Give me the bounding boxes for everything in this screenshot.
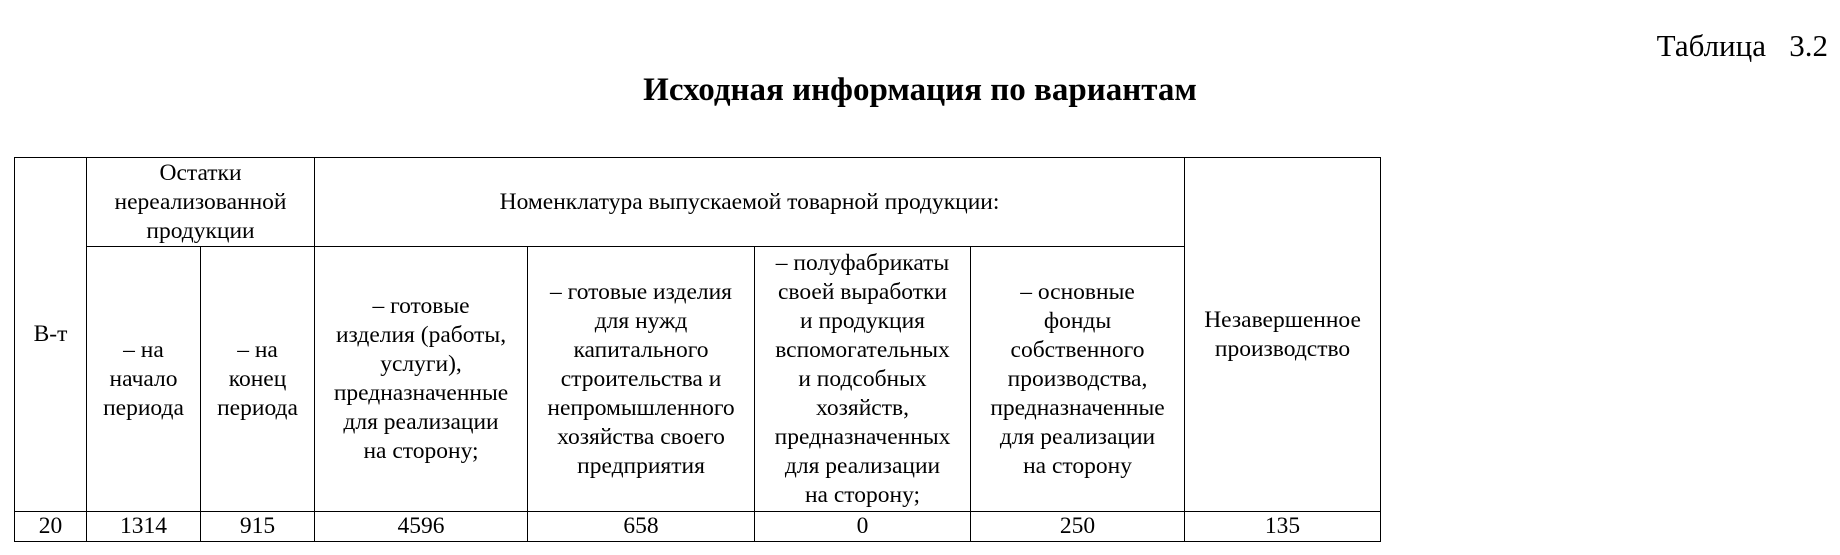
cell-finished-goods: 4596	[315, 512, 528, 542]
cell-capital-construction: 658	[528, 512, 755, 542]
document-title: Исходная информация по вариантам	[643, 72, 1197, 108]
header-unsold-remains: Остатки нереализованной продукции	[87, 158, 315, 247]
header-end-of-period: – на конец периода	[201, 247, 315, 512]
cell-start-of-period: 1314	[87, 512, 201, 542]
header-work-in-progress: Незавершенное производство	[1185, 158, 1381, 512]
header-finished-goods: – готовые изделия (работы, услуги), предназначенные для реализации на сторону;	[315, 247, 528, 512]
header-product-nomenclature: Номенклатура выпускаемой товарной продукции:	[315, 158, 1185, 247]
header-row-1	[15, 158, 1381, 247]
cell-work-in-progress: 135	[1185, 512, 1381, 542]
cell-semi-finished: 0	[755, 512, 971, 542]
header-variant: В-т	[15, 158, 87, 512]
header-fixed-assets: – основные фонды собственного производства, предназначенные для реализации на сторону	[971, 247, 1185, 512]
source-data-table	[14, 157, 1381, 542]
header-row-2	[15, 247, 1381, 512]
table-row	[15, 512, 1381, 542]
cell-variant: 20	[15, 512, 87, 542]
table-number-label: Таблица 3.2	[1656, 28, 1828, 63]
cell-end-of-period: 915	[201, 512, 315, 542]
header-capital-construction: – готовые изделия для нужд капитального строительства и непромышленного хозяйства своего предприятия	[528, 247, 755, 512]
header-start-of-period: – на начало периода	[87, 247, 201, 512]
cell-fixed-assets: 250	[971, 512, 1185, 542]
header-semi-finished: – полуфабрикаты своей выработки и продукция вспомогательных и подсобных хозяйств, предназначенных для реализации на сторону;	[755, 247, 971, 512]
